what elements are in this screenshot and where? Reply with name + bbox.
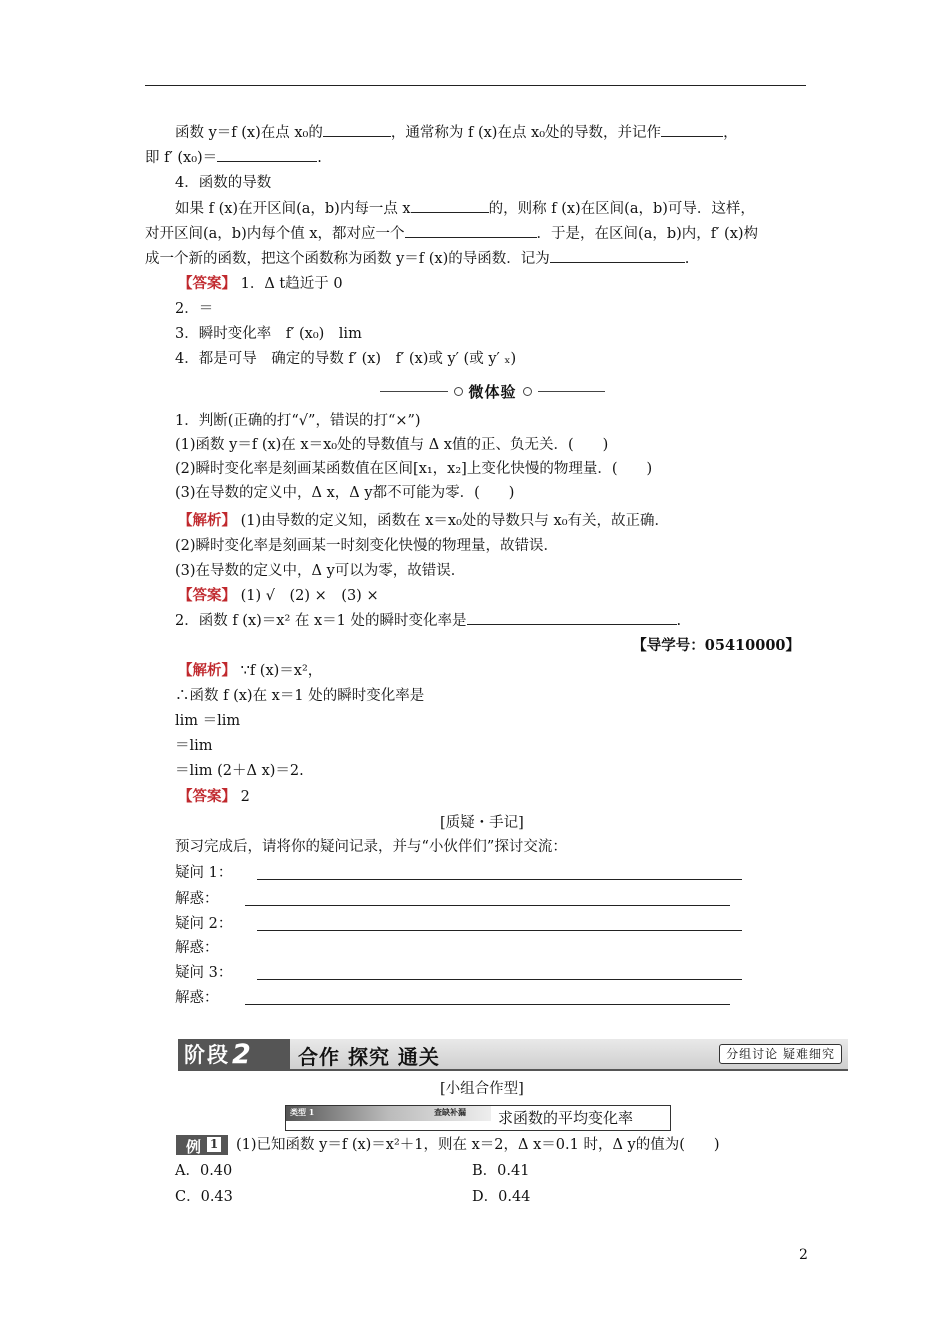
answer-line-4: 4．都是可导 确定的导数 f′ (x) f′ (x)或 y′ (或 y′ ₓ): [175, 351, 517, 367]
note-answer-3-line[interactable]: [245, 1004, 730, 1005]
dot-ornament: [523, 387, 532, 396]
text: 函数 y＝f (x)在点 x₀的: [175, 125, 323, 141]
stage-2-banner: [178, 1039, 848, 1071]
group-title: [小组合作型]: [440, 1081, 524, 1097]
stage-label: [178, 1039, 290, 1069]
text: 2: [236, 789, 250, 805]
note-question-2-label: 疑问 2：: [175, 916, 233, 932]
text: (1)由导数的定义知，函数在 x＝x₀处的导数只与 x₀有关，故正确．: [236, 513, 670, 529]
analysis-tag: 【解析】: [178, 512, 236, 529]
page-number: 2: [799, 1247, 808, 1263]
type-title: 求函数的平均变化率: [498, 1109, 634, 1127]
analysis-line-3: (3)在导数的定义中，Δ y可以为零，故错误．: [175, 563, 466, 579]
analysis-q2: [178, 660, 322, 682]
text-line-4: [175, 198, 755, 220]
text-line-5: [145, 223, 758, 245]
text: (1) √ (2) × (3) ×: [236, 588, 379, 604]
text-line-2: [145, 147, 322, 169]
type-label: 类型 1: [290, 1107, 315, 1117]
option-b[interactable]: B．0.41: [472, 1163, 530, 1179]
analysis-q2-line-3: ＝lim: [175, 738, 213, 754]
note-question-2-line[interactable]: [257, 930, 742, 931]
answer-tag: 【答案】: [178, 788, 236, 805]
section-title-text: 微体验: [468, 382, 517, 401]
note-question-1-line[interactable]: [257, 879, 742, 880]
answer-q2: [178, 786, 250, 808]
option-a[interactable]: A．0.40: [175, 1163, 233, 1179]
note-answer-1-label: 解惑：: [175, 891, 219, 907]
dot-ornament: [454, 387, 463, 396]
guide-number: 【导学号：05410000】: [632, 637, 800, 654]
divider: [380, 391, 448, 392]
option-c[interactable]: C．0.43: [175, 1189, 233, 1205]
example-1-question: (1)已知函数 y＝f (x)＝x²＋1，则在 x＝2，Δ x＝0.1 时，Δ y的值为( ): [236, 1137, 720, 1153]
note-question-3-label: 疑问 3：: [175, 965, 233, 981]
type-1-header: [285, 1105, 671, 1131]
question-1-1: (1)函数 y＝f (x)在 x＝x₀处的导数值与 Δ x值的正、负无关．( ): [175, 437, 609, 453]
example-number: 1: [207, 1137, 221, 1152]
stage-title: 合作 探究 通关: [298, 1045, 440, 1069]
text: 2．函数 f (x)＝x² 在 x＝1 处的瞬时变化率是: [175, 613, 467, 629]
text: 如果 f (x)在开区间(a，b)内每一点 x: [175, 201, 411, 217]
example-label: 例: [186, 1138, 202, 1156]
answer-line-2: 2．＝: [175, 301, 214, 317]
option-d[interactable]: D．0.44: [472, 1189, 531, 1205]
text-line-6: [145, 248, 689, 270]
fill-blank: [323, 122, 391, 137]
analysis-q2-line-2: lim ＝lim: [175, 713, 241, 729]
note-answer-2-label: 解惑：: [175, 940, 219, 956]
section-title-micro-experience: [380, 380, 605, 402]
text: 1．Δ t趋近于 0: [236, 276, 343, 292]
answer-line-3: 3．瞬时变化率 f′ (x₀) lim: [175, 326, 362, 342]
fill-blank: [467, 610, 677, 625]
analysis-tag: 【解析】: [178, 662, 236, 679]
type-strip: [286, 1106, 491, 1121]
stage-word: 阶段: [184, 1043, 230, 1067]
fill-blank: [405, 223, 537, 238]
note-answer-1-line[interactable]: [245, 905, 730, 906]
fill-blank: [550, 248, 685, 263]
header-rule: [145, 85, 806, 86]
fill-blank: [661, 122, 723, 137]
heading-derivative-function: 4．函数的导数: [175, 175, 272, 191]
question-2: [175, 610, 681, 632]
text: 的，则称 f (x)在区间(a，b)可导．这样，: [488, 201, 755, 217]
stage-badge: 分组讨论 疑难细究: [719, 1044, 842, 1064]
answer-tag: 【答案】: [178, 275, 236, 292]
text: .: [684, 251, 690, 267]
stage-number: 2: [232, 1038, 251, 1070]
example-1-badge: [176, 1135, 228, 1155]
text: 对开区间(a，b)内每个值 x，都对应一个: [145, 226, 405, 242]
note-question-3-line[interactable]: [257, 979, 742, 980]
text-line-1: [175, 122, 738, 144]
analysis-line-1: [178, 510, 669, 532]
answer-line-1: [178, 273, 343, 295]
text: .: [317, 150, 322, 166]
question-1-2: (2)瞬时变化率是刻画某函数值在区间[x₁，x₂]上变化快慢的物理量．( ): [175, 461, 653, 477]
type-label-secondary: 查缺补漏: [434, 1107, 466, 1117]
note-question-1-label: 疑问 1：: [175, 865, 233, 881]
question-1: 1．判断(正确的打“√”，错误的打“×”): [175, 413, 421, 429]
notes-title: [质疑・手记]: [440, 815, 524, 831]
analysis-q2-line-4: ＝lim (2＋Δ x)＝2.: [175, 763, 304, 779]
text: .: [676, 613, 682, 629]
answer-tag: 【答案】: [178, 587, 236, 604]
fill-blank: [411, 198, 489, 213]
notes-intro: 预习完成后，请将你的疑问记录，并与“小伙伴们”探讨交流：: [175, 839, 567, 855]
text: ．于是，在区间(a，b)内，f′ (x)构: [536, 226, 759, 242]
analysis-line-2: (2)瞬时变化率是刻画某一时刻变化快慢的物理量，故错误．: [175, 538, 559, 554]
answer-q1: [178, 585, 379, 607]
question-1-3: (3)在导数的定义中，Δ x，Δ y都不可能为零．( ): [175, 485, 515, 501]
text: ，: [723, 125, 738, 141]
fill-blank: [217, 147, 317, 162]
note-answer-3-label: 解惑：: [175, 990, 219, 1006]
divider: [538, 391, 606, 392]
text: ，通常称为 f (x)在点 x₀处的导数，并记作: [390, 125, 662, 141]
analysis-q2-line-1: ∴函数 f (x)在 x＝1 处的瞬时变化率是: [175, 688, 425, 704]
text: 成一个新的函数，把这个函数称为函数 y＝f (x)的导函数．记为: [145, 251, 550, 267]
text: ∵f (x)＝x²，: [236, 663, 323, 679]
text: 即 f′ (x₀)＝: [145, 150, 218, 166]
